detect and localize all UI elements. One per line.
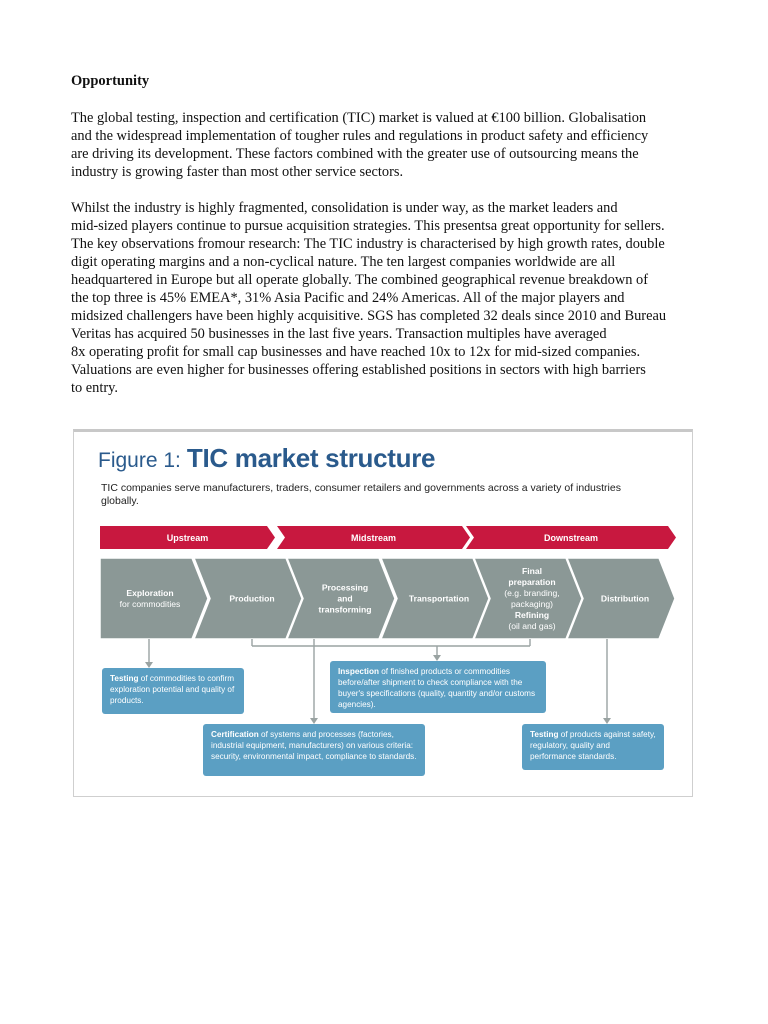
paragraph-consolidation	[71, 199, 701, 397]
paragraph1-line: and the widespread implementation of tougher rules and regulations in product safety and efficiency	[71, 128, 649, 144]
step-label: packaging)	[510, 599, 554, 609]
step-label: for commodities	[119, 599, 181, 609]
step-label: transforming	[318, 604, 372, 615]
step-label: Production	[229, 593, 275, 604]
paragraph2-line: Valuations are even higher for businesses offering established positions in sectors with high barriers	[71, 362, 646, 378]
box-keyword: Inspection	[338, 667, 379, 676]
paragraph-market-overview	[71, 109, 701, 181]
box-testing-products	[522, 724, 664, 770]
section-heading: Opportunity	[71, 73, 150, 89]
box-certification	[203, 724, 425, 776]
figure-title-prefix: Figure 1:	[98, 449, 181, 472]
step-label: Distribution	[600, 593, 650, 604]
paragraph2-line: Whilst the industry is highly fragmented, consolidation is under way, as the market leaders and	[71, 200, 618, 216]
box-keyword: Certification	[211, 730, 259, 739]
box-description: of products against safety, regulatory, quality and performance standards.	[530, 730, 656, 761]
paragraph1-line: The global testing, inspection and certification (TIC) market is valued at €100 billion. Globalisation	[71, 110, 647, 126]
paragraph2-line: midsized challengers have been highly acquisitive. SGS has completed 32 deals since 2010 and Bureau	[71, 308, 667, 324]
stage-label: Downstream	[543, 533, 599, 543]
step-label: preparation	[508, 577, 556, 587]
paragraph2-line: headquartered in Europe but all operate globally. The combined geographical revenue breakdown of	[71, 272, 648, 288]
step-label: Transportation	[408, 593, 470, 604]
box-keyword: Testing	[530, 730, 559, 739]
step-label: Final	[521, 566, 543, 576]
step-label: and	[337, 593, 353, 604]
figure-subtitle: TIC companies serve manufacturers, traders, consumer retailers and governments across a variety of industries globally.	[101, 482, 621, 507]
paragraph2-line: to entry.	[71, 380, 119, 396]
paragraph2-line: mid-sized players continue to pursue acquisition strategies. This presentsa great opportunity for sellers.	[71, 218, 665, 234]
paragraph1-line: are driving its development. These factors combined with the greater use of outsourcing means the	[71, 146, 639, 162]
paragraph2-line: 8x operating profit for small cap businesses and have reached 10x to 12x for mid-sized companies.	[71, 344, 641, 360]
box-inspection	[330, 661, 546, 713]
step-label: (e.g. branding,	[504, 588, 560, 598]
step-label: (oil and gas)	[508, 621, 556, 631]
paragraph1-line: industry is growing faster than most other service sectors.	[71, 164, 404, 180]
paragraph2-line: The key observations fromour research: The TIC industry is characterised by high growth rates, double	[71, 236, 665, 252]
box-description: of systems and processes (factories, industrial equipment, manufacturers) on various criteria: security, environmental impact, compliance to standards.	[211, 730, 417, 761]
paragraph2-line: the top three is 45% EMEA*, 31% Asia Pacific and 24% Americas. All of the major players and	[71, 290, 625, 306]
stage-label: Upstream	[166, 533, 209, 543]
box-keyword: Testing	[110, 674, 139, 683]
step-label: Processing	[321, 582, 369, 593]
paragraph2-line: digit operating margins and a non-cyclical nature. The ten largest companies worldwide are all	[71, 254, 616, 270]
stage-label: Midstream	[350, 533, 397, 543]
step-label: Exploration	[126, 588, 174, 598]
box-testing-commodities	[102, 668, 244, 714]
step-label: Refining	[514, 610, 550, 620]
box-description: of commodities to confirm exploration potential and quality of products.	[110, 674, 235, 705]
figure-title	[98, 440, 435, 479]
box-description: of finished products or commodities before/after shipment to check compliance with the buyer's specifications (quality, quantity and/or customs agencies).	[338, 667, 536, 709]
paragraph2-line: Veritas has acquired 50 businesses in the last five years. Transaction multiples have averaged	[71, 326, 607, 342]
figure-tic-market-structure	[73, 429, 693, 797]
figure-title-main: TIC market structure	[186, 443, 436, 473]
